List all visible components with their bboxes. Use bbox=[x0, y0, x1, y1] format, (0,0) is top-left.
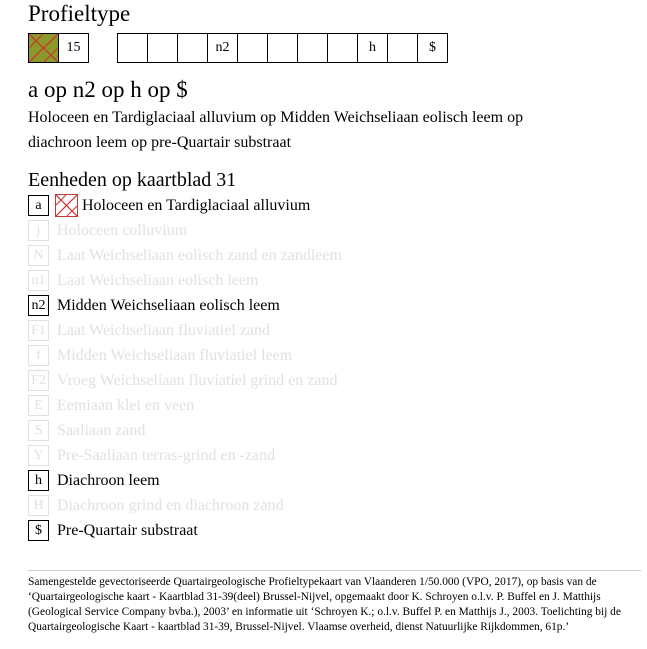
legend-item bbox=[28, 293, 342, 318]
profile-cell: 15 bbox=[58, 33, 89, 63]
profile-cell bbox=[297, 33, 328, 63]
legend-item bbox=[28, 443, 342, 468]
legend-code: N bbox=[28, 245, 49, 266]
profile-bar-units bbox=[117, 33, 448, 63]
legend-code: Y bbox=[28, 445, 49, 466]
profile-description: Holoceen en Tardiglaciaal alluvium op Midden Weichseliaan eolisch leem op diachroon leem op pre-Quartair substraat bbox=[28, 109, 524, 151]
legend-item bbox=[28, 393, 342, 418]
legend-code: S bbox=[28, 420, 49, 441]
legend-code: n1 bbox=[28, 270, 49, 291]
profile-swatch bbox=[28, 33, 59, 63]
legend-item bbox=[28, 343, 342, 368]
profile-cell bbox=[237, 33, 268, 63]
legend-label: Holoceen en Tardiglaciaal alluvium bbox=[82, 196, 311, 214]
page-title: Profieltype bbox=[28, 1, 131, 26]
legend-item bbox=[28, 218, 342, 243]
legend-label: Diachroon grind en diachroon zand bbox=[57, 496, 284, 514]
legend-label: Laat Weichseliaan eolisch leem bbox=[57, 271, 259, 289]
legend-item bbox=[28, 243, 342, 268]
legend-item bbox=[28, 193, 342, 218]
profile-formula: a op n2 op h op $ bbox=[28, 77, 188, 102]
legend-code: a bbox=[28, 195, 49, 216]
profile-cell bbox=[387, 33, 418, 63]
red-cross-hatch-icon bbox=[29, 34, 58, 62]
legend-item bbox=[28, 368, 342, 393]
profile-cell bbox=[117, 33, 148, 63]
legend-item bbox=[28, 493, 342, 518]
legend-label: Holoceen colluvium bbox=[57, 221, 188, 239]
legend-label: Diachroon leem bbox=[57, 471, 160, 489]
legend-label: Laat Weichseliaan eolisch zand en zandleem bbox=[57, 246, 342, 264]
profile-cell: $ bbox=[417, 33, 448, 63]
legend-label: Midden Weichseliaan eolisch leem bbox=[57, 296, 280, 314]
legend-code: n2 bbox=[28, 295, 49, 316]
legend-label: Laat Weichseliaan fluviatiel zand bbox=[57, 321, 270, 339]
legend-code: H bbox=[28, 495, 49, 516]
profile-cell bbox=[327, 33, 358, 63]
legend-code: F2 bbox=[28, 370, 49, 391]
legend-item bbox=[28, 268, 342, 293]
legend-code: $ bbox=[28, 520, 49, 541]
profile-cell bbox=[177, 33, 208, 63]
legend-label: Vroeg Weichseliaan fluviatiel grind en zand bbox=[57, 371, 338, 389]
legend-label: Eemiaan klei en veen bbox=[57, 396, 195, 414]
legend-label: Pre-Quartair substraat bbox=[57, 521, 198, 539]
legend-list bbox=[28, 193, 342, 543]
profile-cell bbox=[267, 33, 298, 63]
legend-code: f bbox=[28, 345, 49, 366]
legend-label: Midden Weichseliaan fluviatiel leem bbox=[57, 346, 293, 364]
profile-cell: h bbox=[357, 33, 388, 63]
legend-code: F1 bbox=[28, 320, 49, 341]
profile-bar bbox=[28, 33, 89, 63]
legend-heading: Eenheden op kaartblad 31 bbox=[28, 169, 237, 191]
legend-code: E bbox=[28, 395, 49, 416]
legend-label: Saaliaan zand bbox=[57, 421, 146, 439]
footer-divider bbox=[28, 570, 641, 571]
legend-item bbox=[28, 468, 342, 493]
legend-code: j bbox=[28, 220, 49, 241]
legend-label: Pre-Saaliaan terras-grind en -zand bbox=[57, 446, 276, 464]
legend-item bbox=[28, 518, 342, 543]
source-footnote: Samengestelde gevectoriseerde Quartairgeologische Profieltypekaart van Vlaanderen 1/50.000 (VPO, 2017), op basis van de ‘Quartairgeologische kaart - Kaartblad 31-39(deel) Brussel-Nijvel, opgemaakt door K. Schroyen o.l.v. P. Buffel en J. Matthijs (Geological Service Company bvba.), 2003’ en informatie uit ‘Schroyen K.; o.l.v. Buffel P. en Matthijs J., 2003. Toelichting bij de Quartairgeologische Kaart - kaartblad 31-39, Brussel-Nijvel. Vlaamse overheid, dienst Natuurlijke Rijkdommen, 61p.’ bbox=[28, 576, 621, 633]
legend-item bbox=[28, 418, 342, 443]
legend-code: h bbox=[28, 470, 49, 491]
profile-cell bbox=[147, 33, 178, 63]
red-cross-hatch-icon bbox=[55, 194, 78, 217]
profile-cell: n2 bbox=[207, 33, 238, 63]
legend-item bbox=[28, 318, 342, 343]
